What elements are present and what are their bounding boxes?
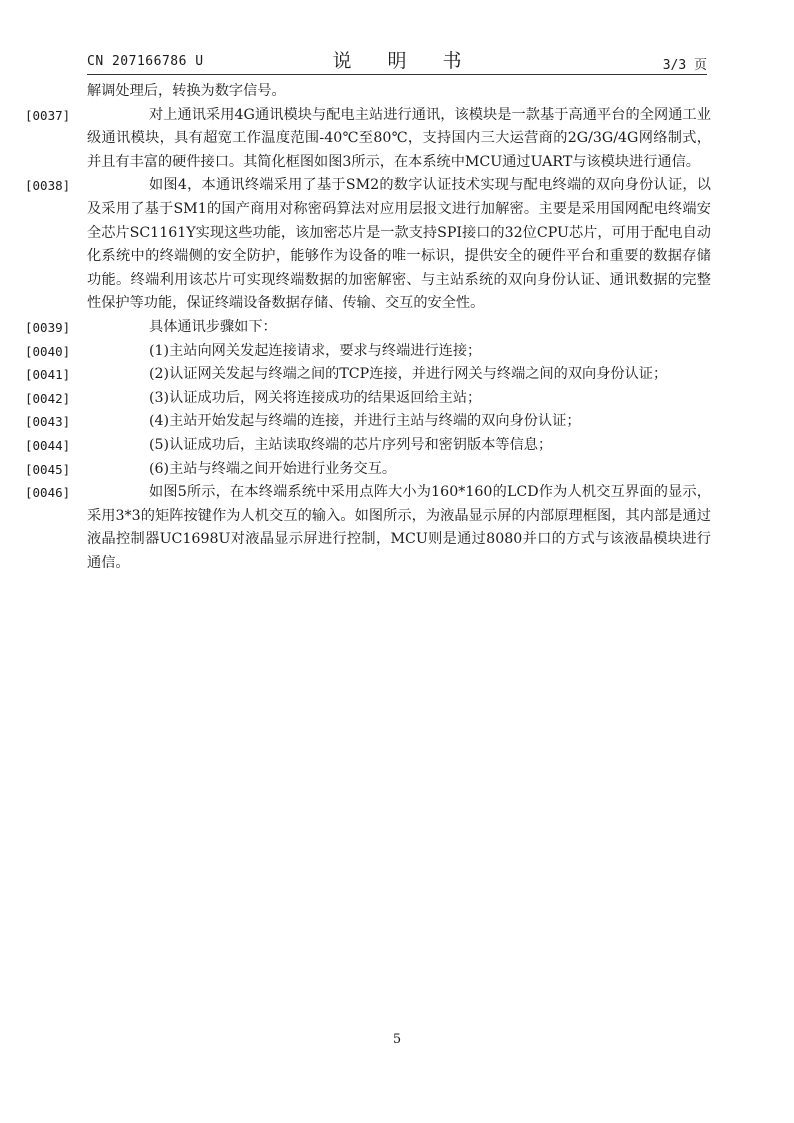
paragraph-text: (2)认证网关发起与终端之间的TCP连接，并进行网关与终端之间的双向身份认证； (149, 366, 668, 383)
paragraph-number: [0042] (25, 390, 71, 406)
paragraph-number: [0039] (25, 319, 71, 335)
page-number: 5 (392, 1032, 402, 1047)
paragraph-text: 如图5所示，在本终端系统中采用点阵大小为160*160的LCD作为人机交互界面的显示，采用3*3的矩阵按键作为人机交互的输入。如图所示，为液晶显示屏的内部原理框图，其内部是通过液晶控制器UC1698U对液晶显示屏进行控制，MCU则是通过8080并口的方式与该液晶模块进行通信。 (87, 484, 711, 571)
paragraph-number: [0038] (25, 178, 71, 194)
paragraph-text: (1)主站向网关发起连接请求，要求与终端进行连接； (149, 342, 482, 359)
paragraph-text: (4)主站开始发起与终端的连接，并进行主站与终端的双向身份认证； (149, 413, 581, 430)
document-body (25, 80, 711, 575)
page-indicator: 3/3 页 (662, 58, 707, 73)
document-title: 说 明 书 (332, 50, 477, 72)
paragraph-text: (3)认证成功后，网关将连接成功的结果返回给主站； (149, 389, 482, 406)
paragraph-text: 具体通讯步骤如下： (149, 318, 277, 335)
paragraph-0041 (25, 363, 711, 387)
paragraph-0044 (25, 434, 711, 458)
paragraph-0046 (25, 481, 711, 575)
publication-number: CN 207166786 U (87, 54, 204, 69)
paragraph-number: [0040] (25, 343, 71, 359)
paragraph-0037 (25, 104, 711, 175)
paragraph-number: [0043] (25, 414, 71, 430)
paragraph-0038 (25, 174, 711, 316)
paragraph-0043 (25, 410, 711, 434)
paragraph-0039 (25, 316, 711, 340)
paragraph-number: [0046] (25, 485, 71, 501)
paragraph-text: (6)主站与终端之间开始进行业务交互。 (149, 460, 397, 477)
paragraph-0045 (25, 458, 711, 482)
header-divider (87, 74, 707, 75)
paragraph-number: [0041] (25, 367, 71, 383)
paragraph-number: [0037] (25, 107, 71, 123)
paragraph-0040 (25, 340, 711, 364)
paragraph-text: (5)认证成功后，主站读取终端的芯片序列号和密钥版本等信息； (149, 436, 553, 453)
continuation-text: 解调处理后，转换为数字信号。 (87, 83, 286, 99)
paragraph-number: [0044] (25, 437, 71, 453)
paragraph-text: 如图4，本通讯终端采用了基于SM2的数字认证技术实现与配电终端的双向身份认证，以及采用了基于SM1的国产商用对称密码算法对应用层报文进行加解密。主要是采用国网配电终端安全芯片SC1161Y实现这些功能，该加密芯片是一款支持SPI接口的32位CPU芯片，可用于配电自动化系统中的终端侧的安全防护，能够作为设备的唯一标识，提供安全的硬件平台和重要的数据存储功能。终端利用该芯片可实现终端数据的加密解密、与主站系统的双向身份认证、通讯数据的完整性保护等功能，保证终端设备数据存储、传输、交互的安全性。 (87, 177, 711, 312)
page-header (87, 46, 707, 72)
paragraph-number: [0045] (25, 461, 71, 477)
paragraph-0042 (25, 387, 711, 411)
paragraph-text: 对上通讯采用4G通讯模块与配电主站进行通讯，该模块是一款基于高通平台的全网通工业级通讯模块，具有超宽工作温度范围-40℃至80℃，支持国内三大运营商的2G/3G/4G网络制式，并且有丰富的硬件接口。其简化框图如图3所示，在本系统中MCU通过UART与该模块进行通信。 (87, 106, 711, 170)
